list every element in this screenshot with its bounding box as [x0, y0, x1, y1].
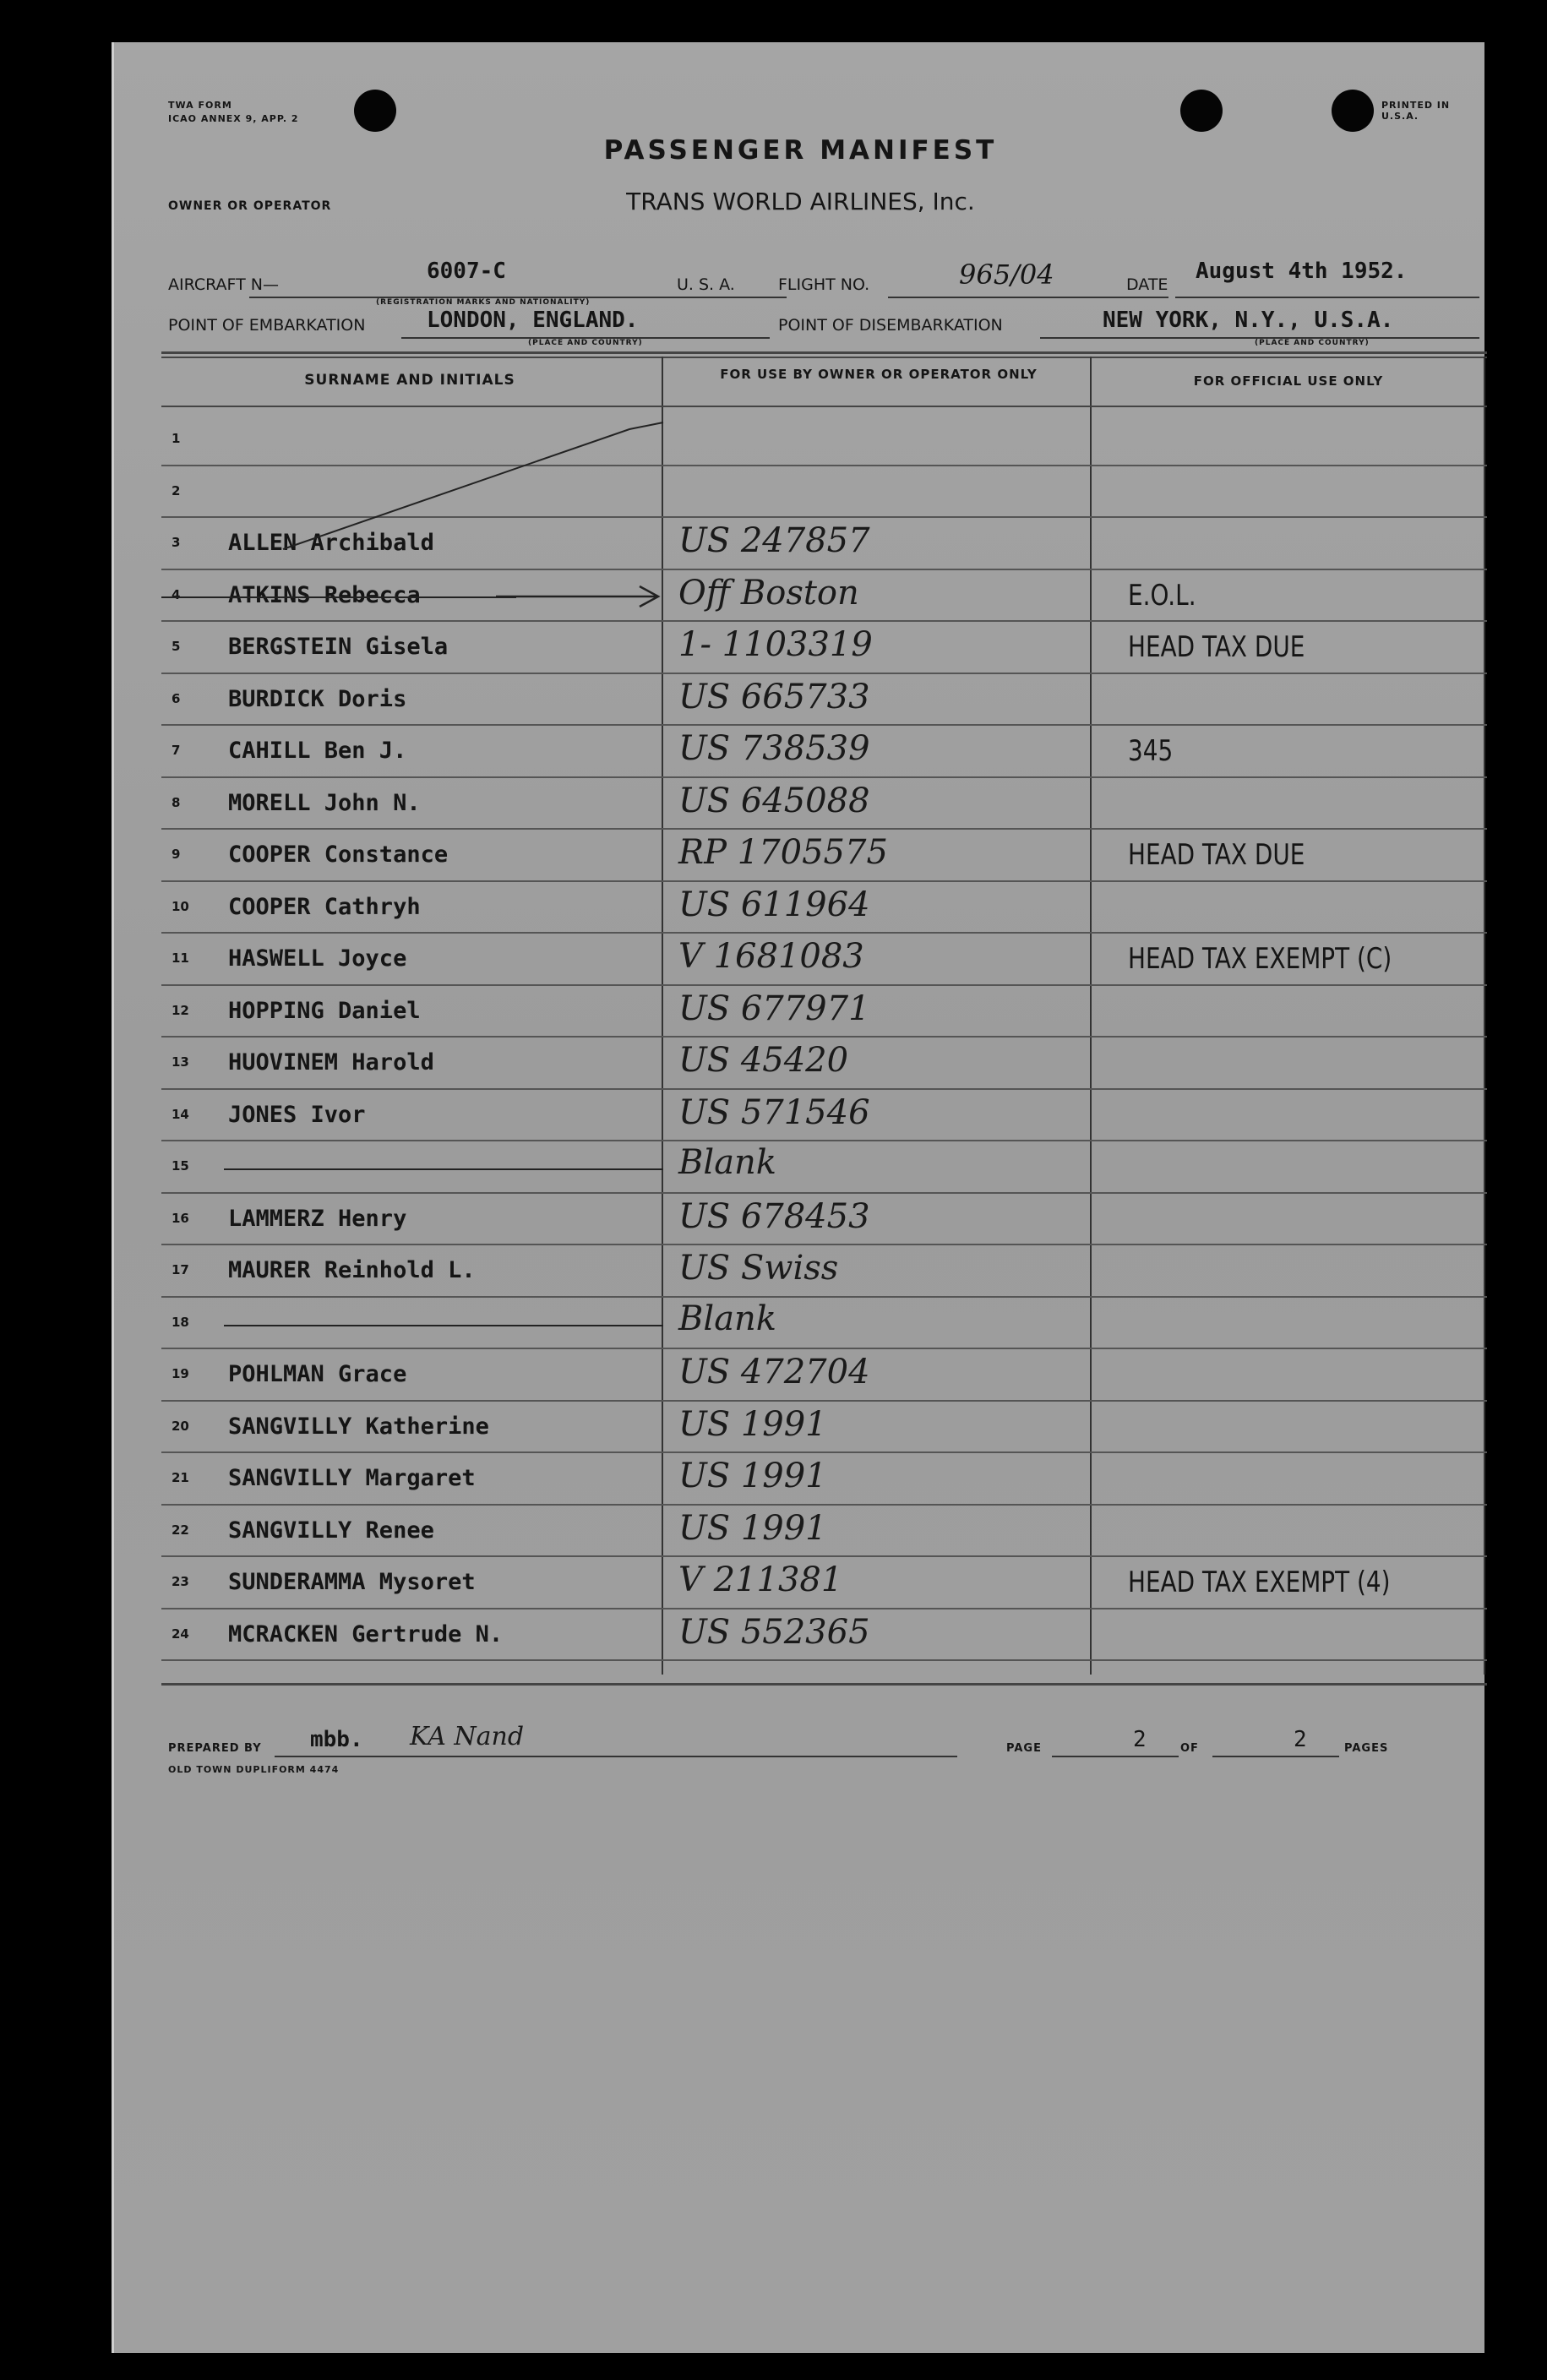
row-rule [161, 1296, 1487, 1298]
passport-entry: US 665733 [678, 677, 870, 716]
date-label: DATE [1126, 275, 1168, 294]
header-bottom-rule [161, 406, 1487, 407]
passenger-name: MAURER Reinhold L. [228, 1257, 476, 1283]
registration-caption: (REGISTRATION MARKS AND NATIONALITY) [376, 298, 591, 307]
punch-hole [1332, 90, 1374, 132]
row-rule [161, 1192, 1487, 1194]
row-rule [161, 569, 1487, 570]
blank-row-line [224, 1325, 663, 1326]
row-number: 3 [172, 535, 181, 550]
passenger-name: BURDICK Doris [228, 685, 407, 712]
flight-date: August 4th 1952. [1196, 259, 1408, 284]
row-number: 20 [172, 1418, 189, 1434]
passport-entry: US 677971 [678, 988, 870, 1028]
row-rule [161, 1451, 1487, 1453]
row-rule [161, 1608, 1487, 1609]
flight-number: 965/04 [959, 259, 1054, 291]
header-owner-use: FOR USE BY OWNER OR OPERATOR ONLY [720, 367, 1038, 382]
row-number: 6 [172, 690, 181, 706]
official-entry: HEAD TAX DUE [1128, 838, 1305, 872]
column-divider [1090, 357, 1092, 1675]
row-rule [161, 724, 1487, 726]
header-official-use: FOR OFFICIAL USE ONLY [1193, 373, 1384, 389]
official-entry: HEAD TAX EXEMPT (C) [1128, 942, 1392, 976]
passport-entry: US 45420 [678, 1041, 849, 1080]
embark-place-caption: (PLACE AND COUNTRY) [528, 339, 643, 347]
passport-entry: US 552365 [678, 1612, 870, 1652]
total-pages: 2 [1294, 1727, 1307, 1752]
prepared-underline [275, 1756, 957, 1757]
passport-entry: US 247857 [678, 521, 870, 560]
row-rule [161, 1088, 1487, 1090]
arrow-mark [496, 578, 665, 612]
pages-label: PAGES [1344, 1742, 1389, 1755]
row-rule [161, 1504, 1487, 1506]
of-label: OF [1180, 1742, 1199, 1755]
row-number: 16 [172, 1210, 189, 1226]
official-entry: HEAD TAX EXEMPT (4) [1128, 1566, 1391, 1599]
row-rule [161, 1659, 1487, 1661]
row-number: 9 [172, 847, 181, 862]
row-rule [161, 620, 1487, 622]
row-number: 18 [172, 1314, 189, 1330]
preparer-signature: KA Nand [410, 1722, 525, 1751]
passport-entry: US Swiss [678, 1249, 839, 1288]
punch-hole [1180, 90, 1223, 132]
blank-rows-mark [266, 414, 672, 558]
official-entry: 345 [1128, 734, 1174, 768]
row-number: 22 [172, 1522, 189, 1538]
total-underline [1212, 1756, 1339, 1757]
passport-entry: Blank [678, 1299, 777, 1338]
header-surname: SURNAME AND INITIALS [304, 372, 515, 389]
row-rule [161, 984, 1487, 986]
form-number: TWA FORM [168, 100, 232, 111]
row-number: 11 [172, 950, 189, 966]
row-number: 10 [172, 898, 189, 914]
passport-entry: US 1991 [678, 1508, 827, 1548]
passport-entry: V 1681083 [678, 937, 864, 976]
row-rule [161, 932, 1487, 934]
row-number: 7 [172, 743, 181, 758]
passport-entry: V 211381 [678, 1560, 843, 1599]
passport-entry: US 1991 [678, 1457, 827, 1495]
punch-hole [354, 90, 396, 132]
aircraft-registration: 6007-C [427, 259, 506, 284]
row-rule [161, 1036, 1487, 1038]
passport-entry: US 472704 [678, 1353, 870, 1392]
embarkation-place: LONDON, ENGLAND. [427, 308, 639, 333]
flight-underline [888, 297, 1168, 298]
row-number: 21 [172, 1470, 189, 1485]
passenger-name: HOPPING Daniel [228, 997, 421, 1024]
passport-entry: US 611964 [678, 885, 870, 924]
row-number: 15 [172, 1158, 189, 1174]
row-number: 23 [172, 1574, 189, 1589]
row-number: 5 [172, 639, 181, 654]
row-number: 24 [172, 1626, 189, 1642]
strikethrough [161, 596, 516, 598]
row-rule [161, 1400, 1487, 1402]
owner-operator-label: OWNER OR OPERATOR [168, 199, 332, 213]
row-rule [161, 673, 1487, 674]
passport-entry: Blank [678, 1143, 777, 1182]
airline-name: TRANS WORLD AIRLINES, Inc. [626, 188, 975, 215]
row-rule [161, 1555, 1487, 1557]
passenger-name: SANGVILLY Renee [228, 1517, 434, 1544]
printed-in-usa: PRINTED IN U.S.A. [1381, 100, 1451, 122]
passenger-name: HUOVINEM Harold [228, 1049, 434, 1076]
official-entry: HEAD TAX DUE [1128, 630, 1305, 664]
row-rule [161, 880, 1487, 882]
footer-rule [161, 1683, 1487, 1686]
passport-entry: US 571546 [678, 1092, 870, 1132]
passport-entry: 1- 1103319 [678, 625, 873, 664]
official-entry: E.O.L. [1128, 578, 1196, 613]
passenger-name: BERGSTEIN Gisela [228, 634, 449, 660]
prepared-by-initials: mbb. [310, 1727, 363, 1752]
passenger-name: LAMMERZ Henry [228, 1205, 407, 1232]
passport-entry: US 738539 [678, 729, 870, 768]
passenger-name: POHLMAN Grace [228, 1361, 407, 1387]
row-rule [161, 1244, 1487, 1245]
table-top-rule [161, 351, 1487, 354]
passport-entry: Off Boston [678, 573, 859, 613]
usa-label: U. S. A. [677, 275, 735, 294]
passport-entry: US 678453 [678, 1196, 870, 1236]
manifest-sheet [112, 42, 1484, 2353]
row-number: 12 [172, 1002, 189, 1018]
icao-reference: ICAO ANNEX 9, APP. 2 [168, 113, 299, 124]
passenger-name: COOPER Constance [228, 841, 449, 868]
passenger-name: ALLEN Archibald [228, 530, 434, 556]
passenger-name: COOPER Cathryh [228, 893, 421, 920]
passenger-name: SUNDERAMMA Mysoret [228, 1569, 476, 1595]
row-number: 2 [172, 482, 181, 498]
page-number: 2 [1133, 1727, 1147, 1752]
row-rule [161, 828, 1487, 830]
passenger-name: SANGVILLY Katherine [228, 1413, 489, 1440]
row-number: 19 [172, 1366, 189, 1381]
passenger-name: ATKINS Rebecca [228, 581, 421, 608]
row-number: 14 [172, 1106, 189, 1122]
disembarkation-label: POINT OF DISEMBARKATION [778, 316, 1003, 335]
passenger-name: HASWELL Joyce [228, 945, 407, 972]
passport-entry: US 1991 [678, 1404, 827, 1444]
duplicate-form-label: OLD TOWN DUPLIFORM 4474 [168, 1764, 340, 1775]
blank-row-line [224, 1168, 663, 1170]
row-number: 8 [172, 794, 181, 810]
aircraft-label: AIRCRAFT N— [168, 275, 280, 294]
passenger-name: JONES Ivor [228, 1101, 366, 1128]
passenger-name: MORELL John N. [228, 789, 421, 816]
table-right-edge [1484, 357, 1485, 1675]
page-title: PASSENGER MANIFEST [603, 135, 998, 166]
passenger-name: SANGVILLY Margaret [228, 1465, 476, 1491]
disembark-place-caption: (PLACE AND COUNTRY) [1255, 339, 1370, 347]
passport-entry: US 645088 [678, 781, 870, 820]
row-rule [161, 776, 1487, 778]
passport-entry: RP 1705575 [678, 833, 888, 872]
row-rule [161, 1348, 1487, 1349]
row-number: 1 [172, 431, 181, 446]
page-underline [1052, 1756, 1179, 1757]
date-underline [1175, 297, 1479, 298]
table-top-rule-2 [161, 357, 1487, 358]
row-rule [161, 1140, 1487, 1141]
row-number: 13 [172, 1054, 189, 1070]
prepared-by-label: PREPARED BY [168, 1742, 262, 1755]
passenger-name: MCRACKEN Gertrude N. [228, 1620, 504, 1647]
disembarkation-place: NEW YORK, N.Y., U.S.A. [1103, 308, 1394, 333]
row-number: 17 [172, 1262, 189, 1277]
passenger-name: CAHILL Ben J. [228, 738, 407, 764]
page-label: PAGE [1006, 1742, 1042, 1755]
embarkation-label: POINT OF EMBARKATION [168, 316, 366, 335]
flight-no-label: FLIGHT NO. [778, 275, 870, 294]
row-number: 4 [172, 586, 181, 602]
